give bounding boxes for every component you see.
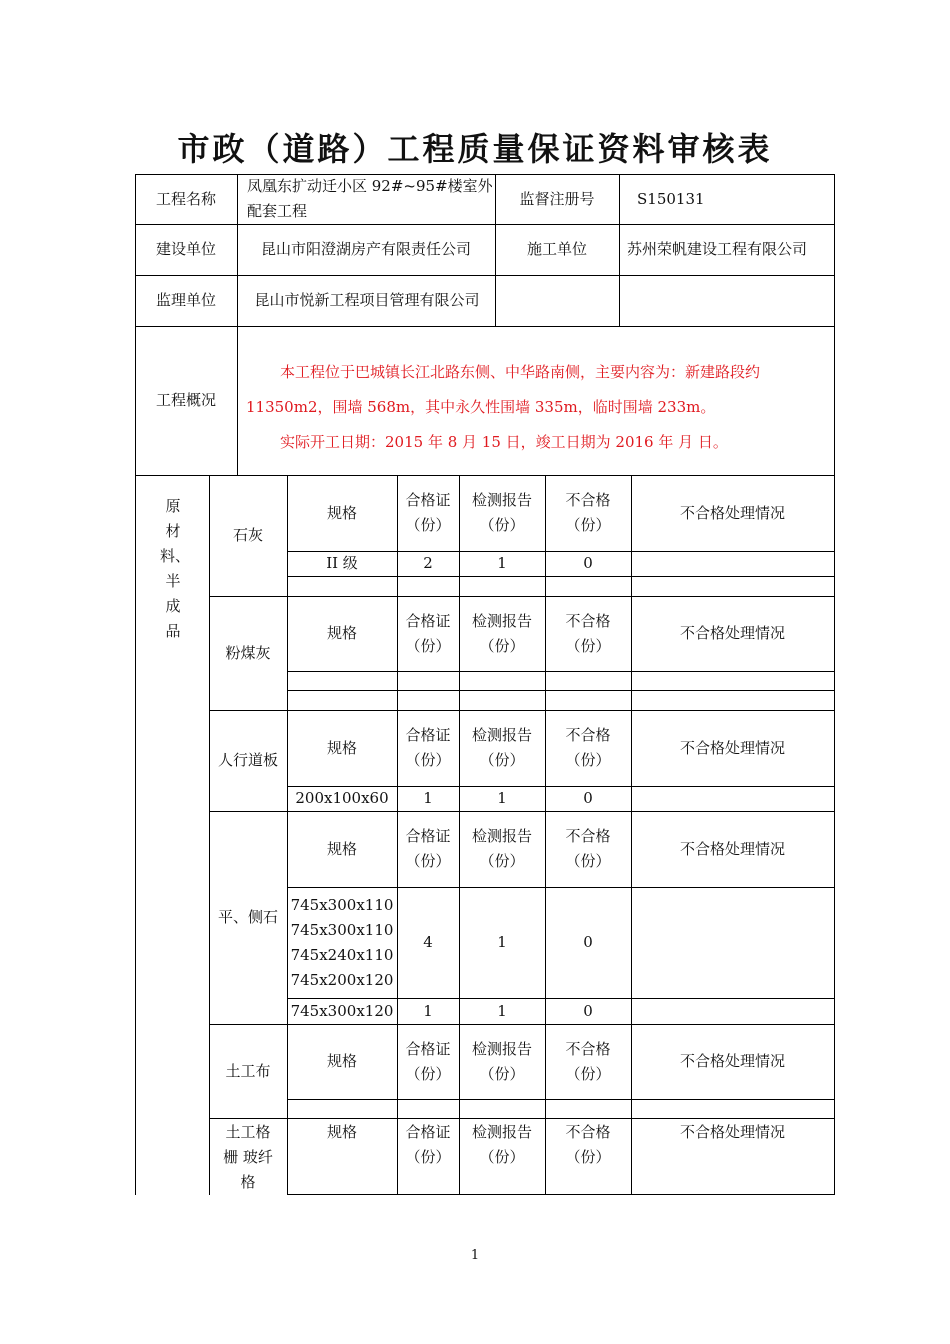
header-report: 检测报告（份） [471, 1123, 532, 1166]
overview-label: 工程概况 [155, 391, 216, 409]
supervisor-value: 昆山市悦新工程项目管理有限公司 [254, 291, 480, 309]
header-unqualified: 不合格（份） [565, 827, 611, 870]
builder-label: 建设单位 [155, 240, 216, 258]
header-report: 检测报告（份） [471, 726, 532, 769]
header-unqualified: 不合格（份） [565, 611, 611, 655]
header-cert: 合格证（份） [405, 726, 451, 769]
header-cert: 合格证（份） [405, 611, 451, 655]
lime-report: 1 [497, 554, 507, 572]
header-report: 检测报告（份） [471, 491, 532, 534]
header-unqualified: 不合格（份） [565, 726, 611, 769]
overview-line-1: 本工程位于巴城镇长江北路东侧、中华路南侧，主要内容为：新建路段约11350m2，围墙 568m，其中永久性围墙 335m，临时围墙 233m。 [246, 363, 761, 416]
header-unqualified: 不合格（份） [565, 1123, 611, 1166]
header-handling: 不合格处理情况 [679, 738, 785, 757]
header-spec: 规格 [326, 503, 357, 522]
header-handling: 不合格处理情况 [679, 1052, 785, 1070]
header-spec: 规格 [326, 839, 357, 858]
contractor-value: 苏州荣帆建设工程有限公司 [627, 240, 808, 258]
curb-cert-1: 4 [423, 933, 433, 951]
project-name-value: 凤凰东扩动迁小区 92#~95#楼室外配套工程 [247, 177, 493, 220]
material-name-geogrid: 土工格栅 玻纤格 [223, 1123, 273, 1191]
page-number: 1 [470, 1248, 480, 1263]
curb-spec-1: 745x300x110 745x300x110 745x240x110 745x200x120 [290, 895, 394, 989]
curb-report-2: 1 [497, 1001, 507, 1020]
header-spec: 规格 [326, 624, 357, 642]
material-name-geotextile: 土工布 [225, 1061, 271, 1080]
builder-value: 昆山市阳澄湖房产有限责任公司 [260, 240, 471, 258]
curb-unqualified-2: 0 [583, 1001, 593, 1020]
header-report: 检测报告（份） [471, 611, 532, 655]
header-cert: 合格证（份） [405, 491, 451, 534]
lime-cert: 2 [423, 554, 433, 572]
header-unqualified: 不合格（份） [565, 1039, 611, 1083]
overview-line-2: 实际开工日期：2015 年 8 月 15 日，竣工日期为 2016 年 月 日。 [280, 433, 728, 451]
material-name-curb: 平、侧石 [217, 908, 278, 926]
header-cert: 合格证（份） [405, 827, 451, 870]
sidewalk-unqualified: 0 [583, 789, 593, 807]
project-name-label: 工程名称 [155, 189, 216, 208]
header-handling: 不合格处理情况 [679, 624, 785, 642]
header-unqualified: 不合格（份） [565, 491, 611, 534]
header-handling: 不合格处理情况 [679, 1123, 785, 1141]
materials-group-label: 原材料、半成品 [160, 497, 191, 640]
curb-spec-2: 745x300x120 [290, 1001, 394, 1020]
curb-report-1: 1 [497, 933, 507, 951]
header-cert: 合格证（份） [405, 1039, 451, 1083]
reg-no-value: S150131 [637, 189, 705, 208]
sidewalk-spec: 200x100x60 [295, 789, 389, 807]
header-spec: 规格 [326, 1123, 357, 1141]
material-name-sidewalk: 人行道板 [217, 751, 278, 769]
sidewalk-cert: 1 [423, 789, 433, 807]
header-handling: 不合格处理情况 [679, 839, 785, 858]
overview-text [246, 355, 826, 460]
sidewalk-report: 1 [497, 789, 507, 807]
header-report: 检测报告（份） [471, 1039, 532, 1083]
curb-cert-2: 1 [423, 1001, 433, 1020]
header-spec: 规格 [326, 738, 357, 757]
material-name-flyash: 粉煤灰 [225, 643, 271, 662]
contractor-label: 施工单位 [526, 240, 587, 258]
header-spec: 规格 [326, 1052, 357, 1070]
page-title: 市政（道路）工程质量保证资料审核表 [177, 130, 773, 168]
lime-spec: II 级 [326, 554, 358, 572]
header-cert: 合格证（份） [405, 1123, 451, 1166]
reg-no-label: 监督注册号 [519, 189, 595, 208]
supervisor-label: 监理单位 [155, 291, 216, 309]
material-name-lime: 石灰 [232, 526, 263, 544]
header-handling: 不合格处理情况 [679, 503, 785, 522]
header-report: 检测报告（份） [471, 827, 532, 870]
curb-unqualified-1: 0 [583, 933, 593, 951]
lime-unqualified: 0 [583, 554, 593, 572]
